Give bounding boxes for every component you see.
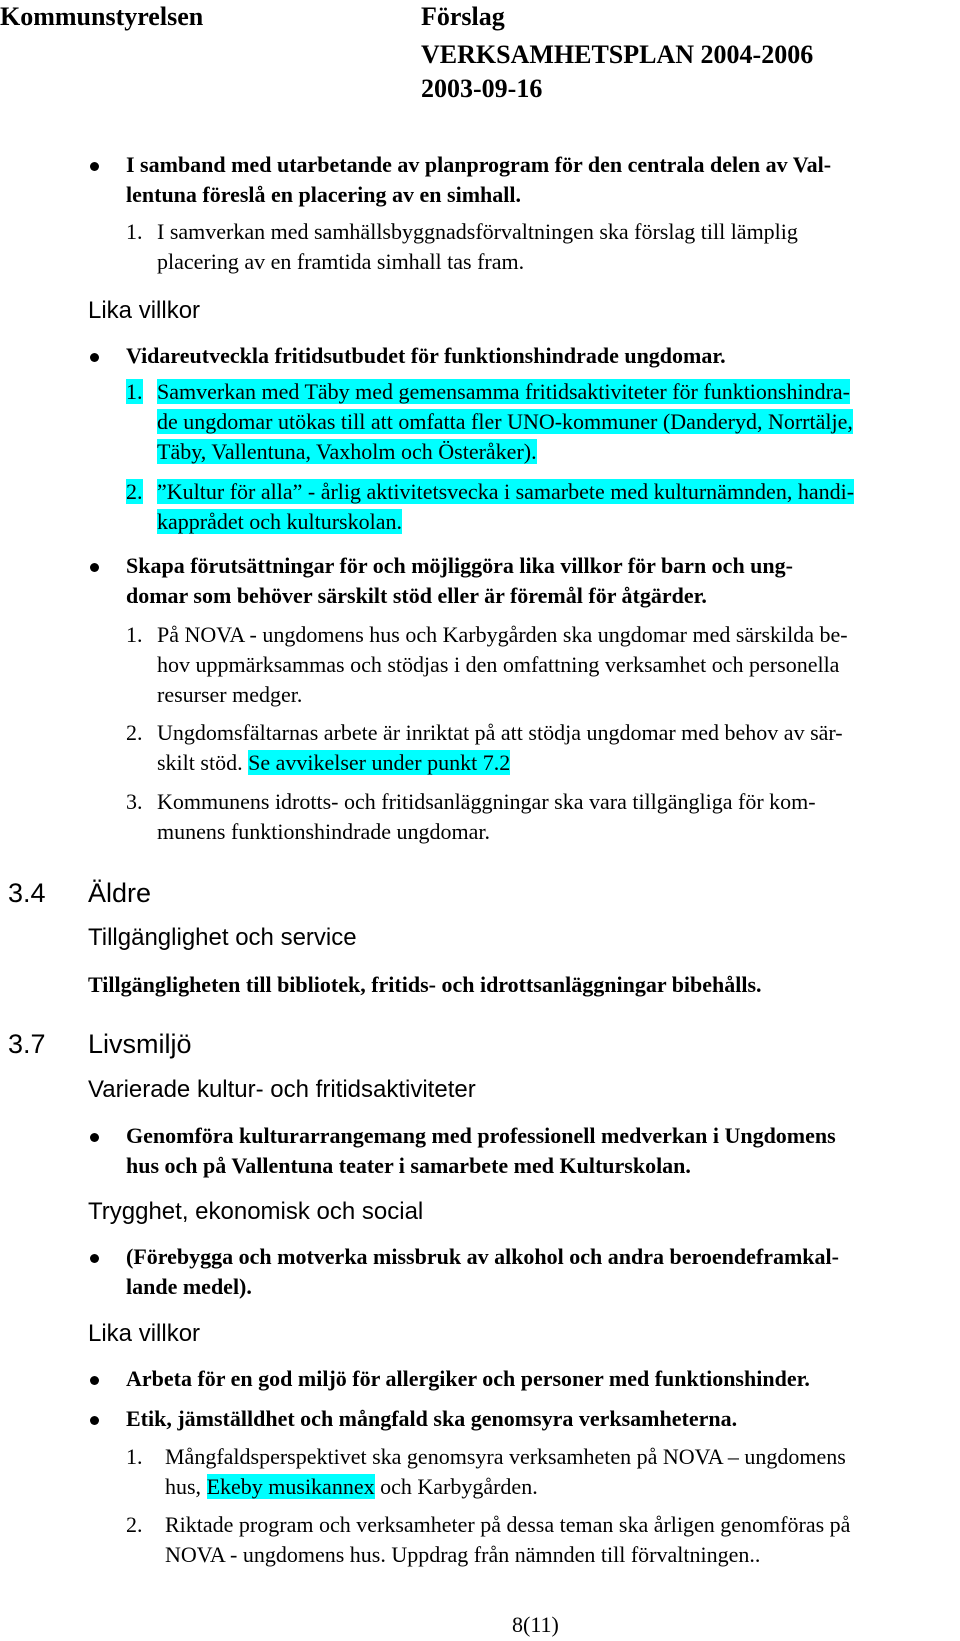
list-item-text: hov uppmärksammas och stödjas i den omfattning verksamhet och personella — [157, 652, 840, 677]
text-span: hus, — [165, 1474, 207, 1499]
list-item-text: placering av en framtida simhall tas fram. — [157, 249, 525, 274]
bullet-dot — [90, 1376, 99, 1385]
subheading: Trygghet, ekonomisk och social — [88, 1198, 424, 1225]
list-item-text — [157, 377, 850, 407]
highlight: 2. — [126, 479, 143, 504]
list-number: 2. — [126, 1512, 143, 1537]
subheading-lika-villkor: Lika villkor — [88, 1320, 201, 1347]
bullet-dot — [90, 162, 99, 171]
list-number — [126, 377, 143, 407]
list-item-text: Kommunens idrotts- och fritidsanläggningar ska vara tillgängliga för kom- — [157, 789, 816, 814]
header-status: Förslag — [421, 2, 505, 31]
header-date: 2003-09-16 — [421, 74, 543, 103]
bullet-text: Arbeta för en god miljö för allergiker och personer med funktionshinder. — [126, 1366, 810, 1391]
list-item-text: resurser medger. — [157, 682, 303, 707]
list-item-text: Ungdomsfältarnas arbete är inriktat på att stödja ungdomar med behov av sär- — [157, 720, 843, 745]
list-item-text: I samverkan med samhällsbyggnadsförvaltningen ska förslag till lämplig — [157, 219, 798, 244]
bullet-dot — [90, 353, 99, 362]
bullet-text: Vidareutveckla fritidsutbudet för funktionshindrade ungdomar. — [126, 343, 726, 368]
bullet-text: I samband med utarbetande av planprogram för den centrala delen av Val- — [126, 152, 832, 177]
bullet-text: Genomföra kulturarrangemang med professionell medverkan i Ungdomens — [126, 1123, 836, 1148]
text-span: skilt stöd. — [157, 750, 249, 775]
highlight: Ekeby musikannex — [206, 1474, 375, 1499]
list-item-text — [157, 748, 510, 778]
section-title: Livsmiljö — [88, 1029, 192, 1059]
bullet-dot — [90, 563, 99, 572]
bullet-dot — [90, 1133, 99, 1142]
list-item-text — [165, 1472, 538, 1502]
bullet-text: Skapa förutsättningar för och möjliggöra lika villkor för barn och ung- — [126, 553, 793, 578]
text-span: och Karbygården. — [374, 1474, 538, 1499]
header-org: Kommunstyrelsen — [0, 2, 204, 31]
section-number: 3.7 — [8, 1029, 46, 1059]
highlight: ”Kultur för alla” - årlig aktivitetsvecka i samarbete med kulturnämnden, handi- — [157, 479, 855, 504]
list-item-text — [157, 437, 537, 467]
page-number: 8(11) — [512, 1612, 559, 1637]
highlight: 1. — [126, 379, 143, 404]
bullet-text: domar som behöver särskilt stöd eller är föremål för åtgärder. — [126, 583, 707, 608]
subheading-lika-villkor: Lika villkor — [88, 297, 201, 324]
list-item-text — [157, 407, 853, 437]
section-title: Äldre — [88, 878, 152, 908]
bullet-text: hus och på Vallentuna teater i samarbete med Kulturskolan. — [126, 1153, 691, 1178]
bullet-dot — [90, 1254, 99, 1263]
bullet-text: lande medel). — [126, 1274, 252, 1299]
highlight: Samverkan med Täby med gemensamma fritidsaktiviteter för funktionshindra- — [157, 379, 851, 404]
highlight: de ungdomar utökas till att omfatta fler UNO-kommuner (Danderyd, Norrtälje, — [157, 409, 853, 434]
bullet-text: lentuna föreslå en placering av en simhall. — [126, 182, 521, 207]
list-item-text: munens funktionshindrade ungdomar. — [157, 819, 491, 844]
list-number: 1. — [126, 1444, 143, 1469]
list-item-text: NOVA - ungdomens hus. Uppdrag från nämnden till förvaltningen.. — [165, 1542, 761, 1567]
list-number: 1. — [126, 622, 143, 647]
header-plan: VERKSAMHETSPLAN 2004-2006 — [421, 40, 814, 69]
highlight: Täby, Vallentuna, Vaxholm och Österåker). — [157, 439, 537, 464]
subheading: Tillgänglighet och service — [88, 924, 357, 951]
list-number: 1. — [126, 219, 143, 244]
list-item-text — [157, 507, 402, 537]
highlight: kapprådet och kulturskolan. — [157, 509, 402, 534]
list-number — [126, 477, 143, 507]
bullet-text: (Förebygga och motverka missbruk av alkohol och andra beroendeframkal- — [126, 1244, 839, 1269]
list-item-text: På NOVA - ungdomens hus och Karbygården ska ungdomar med särskilda be- — [157, 622, 848, 647]
list-number: 2. — [126, 720, 143, 745]
bullet-dot — [90, 1416, 99, 1425]
list-item-text: Mångfaldsperspektivet ska genomsyra verksamheten på NOVA – ungdomens — [165, 1444, 846, 1469]
list-item-text — [157, 477, 854, 507]
highlight-link: Se avvikelser under punkt 7.2 — [248, 750, 511, 775]
bullet-text: Etik, jämställdhet och mångfald ska genomsyra verksamheterna. — [126, 1406, 738, 1431]
list-number: 3. — [126, 789, 143, 814]
list-item-text: Riktade program och verksamheter på dessa teman ska årligen genomföras på — [165, 1512, 851, 1537]
paragraph: Tillgängligheten till bibliotek, fritids- och idrottsanläggningar bibehålls. — [88, 972, 762, 997]
section-number: 3.4 — [8, 878, 46, 908]
subheading: Varierade kultur- och fritidsaktiviteter — [88, 1076, 476, 1103]
